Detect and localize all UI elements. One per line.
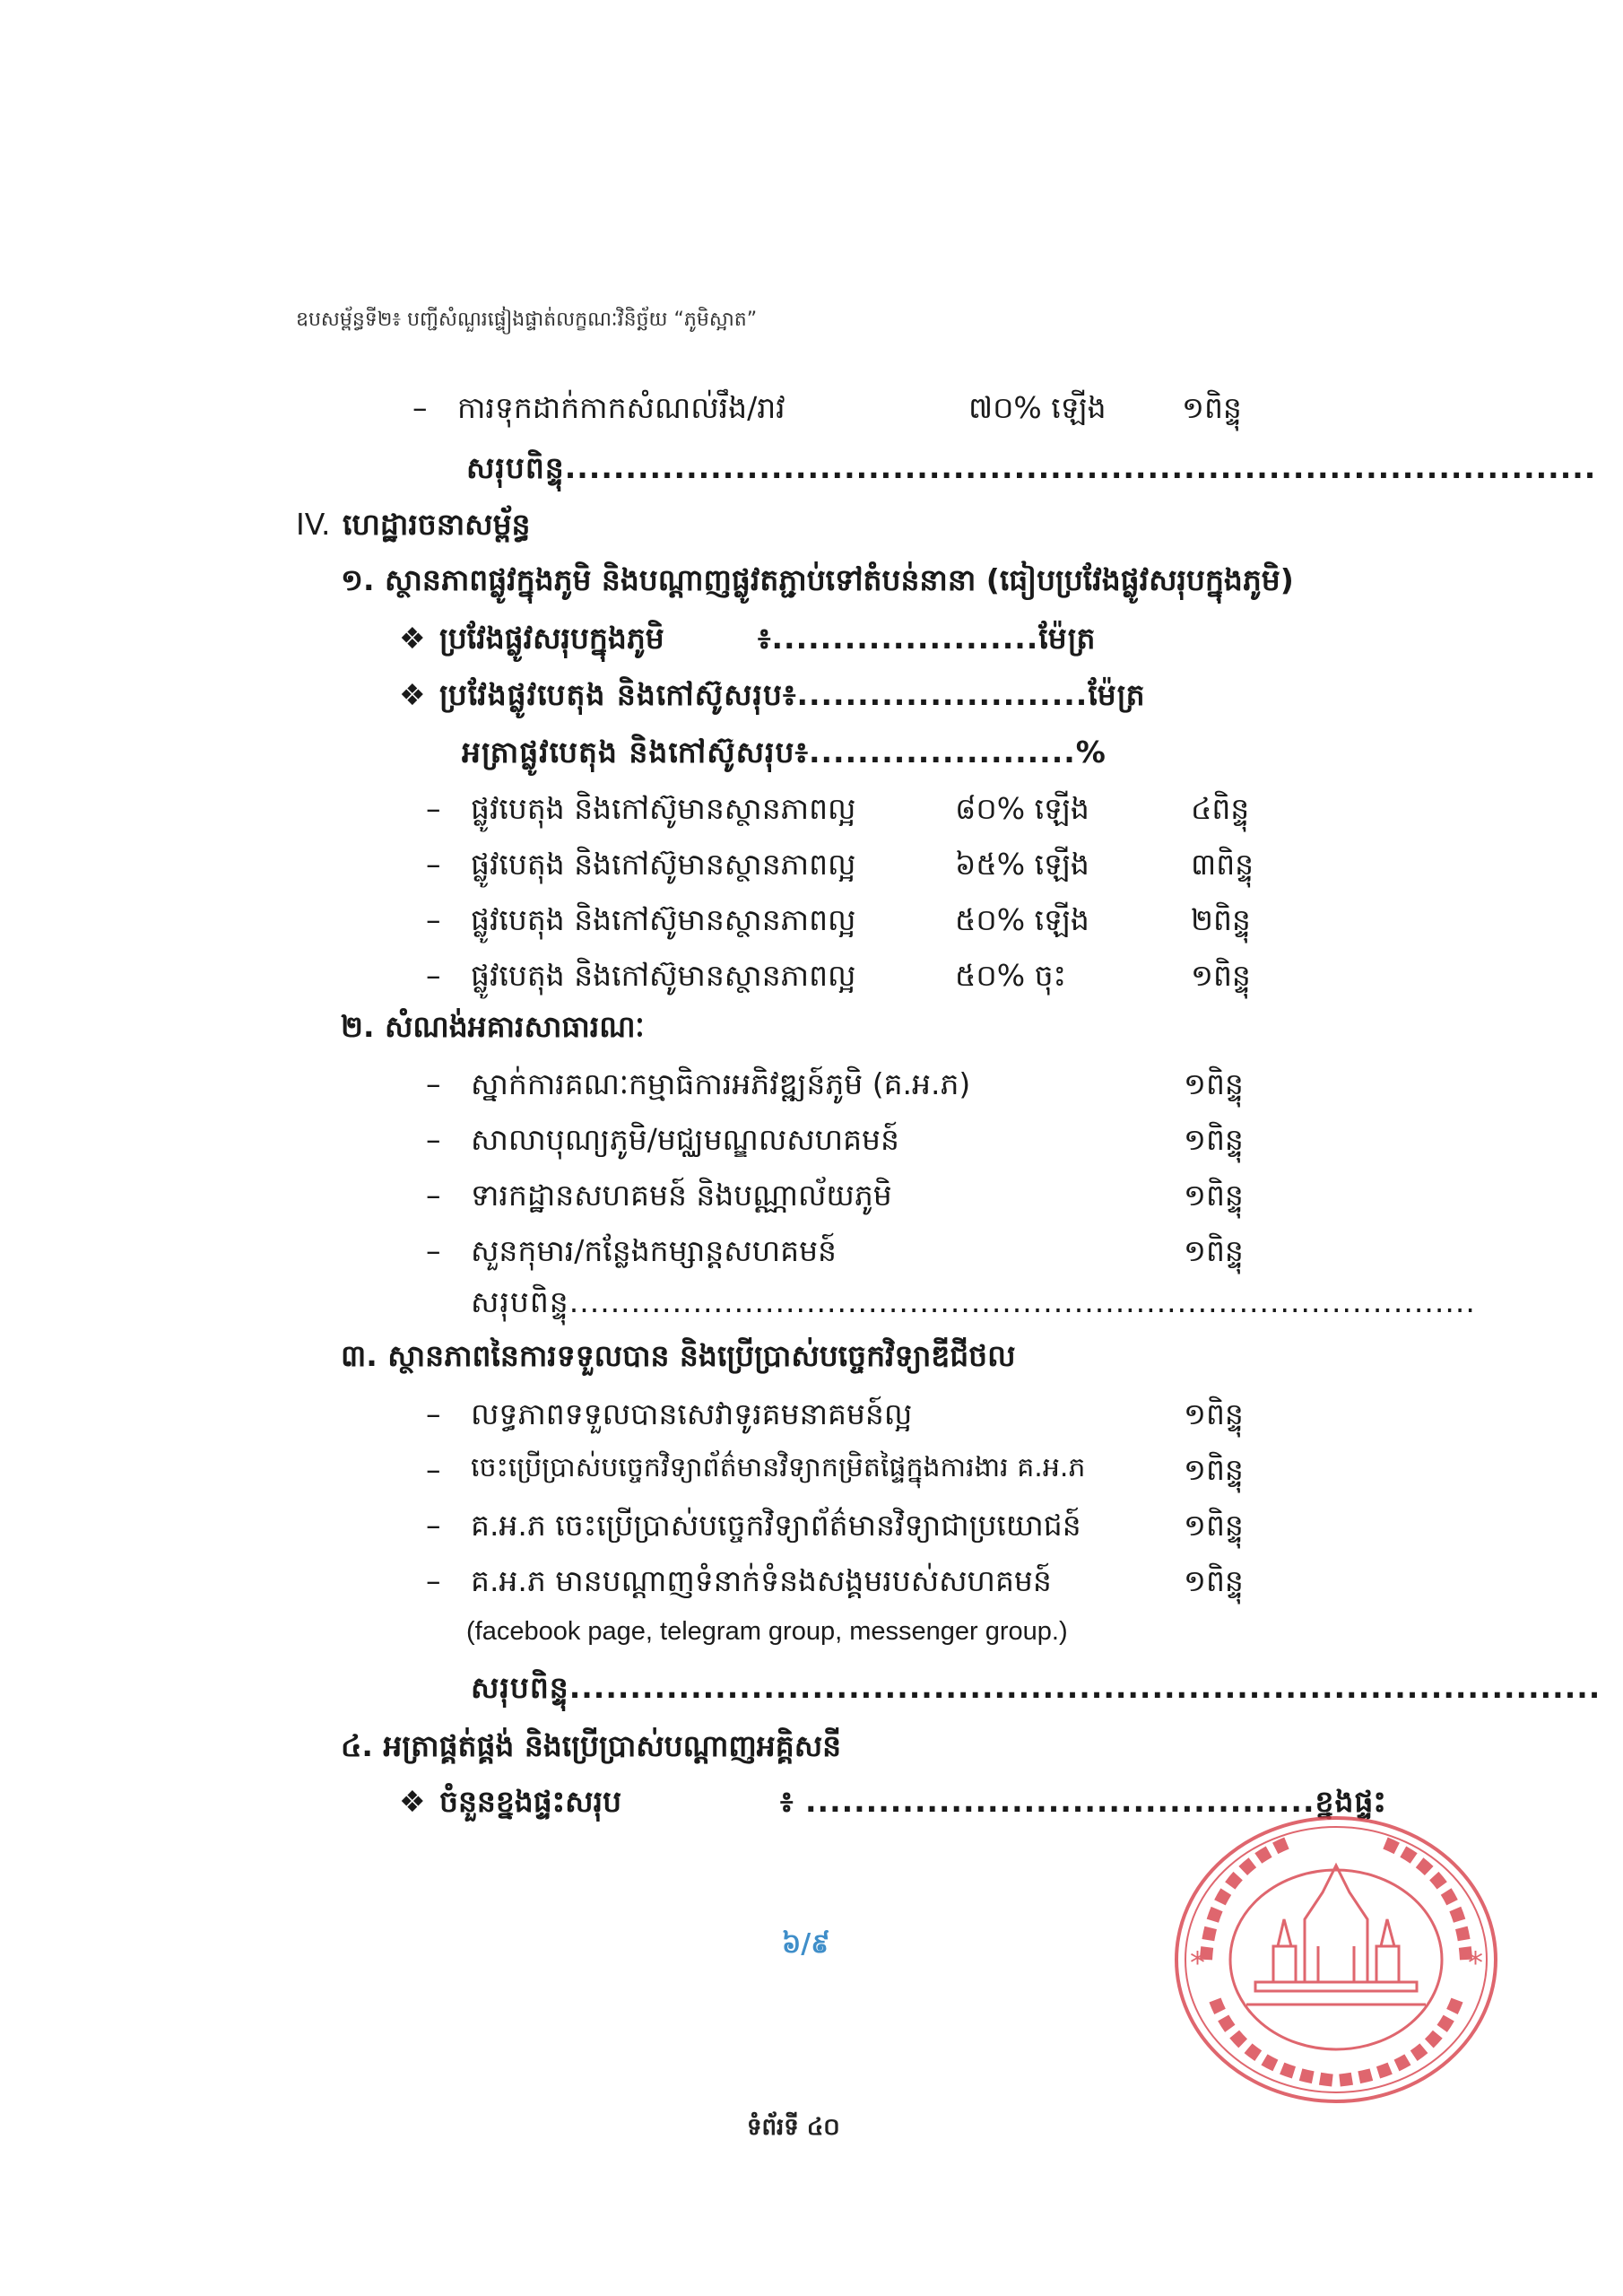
house-count-fill: ៖ ..........................................ខ្នងផ្ទះ <box>780 1784 1387 1819</box>
subtotal-line: សរុបពិន្ទុ........................................................................................ <box>471 1284 1476 1319</box>
list-item-points: ១ពិន្ទុ <box>1184 1178 1244 1213</box>
list-item-points: ២ពិន្ទុ <box>1191 902 1251 937</box>
list-item-label: គ.អ.ភ ចេះប្រើប្រាស់បច្ចេកវិទ្យាព័ត៌មានវិទ្យាជាប្រយោជន៍ <box>471 1508 1081 1543</box>
subsection-title-digital: ៣. ស្ថានភាពនៃការទទួលបាន និងប្រើប្រាស់បច្ចេកវិទ្យាឌីជីថល <box>341 1338 1016 1373</box>
list-item-label: លទ្ធភាពទទួលបានសេវាទូរគមនាគមន៍ល្អ <box>471 1396 913 1431</box>
list-item-points: ១ពិន្ទុ <box>1184 1122 1244 1157</box>
list-item-points: ៣ពិន្ទុ <box>1191 847 1254 882</box>
subsection-title-electricity: ៤. អត្រាផ្គត់ផ្គង់ និងប្រើប្រាស់បណ្តាញអគ្គិសនី <box>341 1728 842 1763</box>
list-item-label: ស្នាក់ការគណៈកម្មាធិការអភិវឌ្ឍន៍ភូមិ (គ.អ.ភ) <box>471 1066 971 1101</box>
seal-top-lettering <box>1206 1843 1466 1960</box>
list-item-points: ១ពិន្ទុ <box>1184 1396 1244 1431</box>
list-item-label: សាលាបុណ្យភូមិ/មជ្ឈមណ្ឌលសហគមន៍ <box>471 1122 899 1157</box>
list-item-percent: ៨០% ឡើង <box>955 791 1089 826</box>
road-length-fill: ៖......................ម៉ែត្រ <box>758 621 1097 656</box>
road-length-label: ប្រវែងផ្លូវសរុបក្នុងភូមិ <box>439 621 664 656</box>
list-dash: – <box>426 958 441 993</box>
list-dash: – <box>426 1233 441 1268</box>
page-number: ៦/៩ <box>782 1928 830 1960</box>
list-item-label: ចេះប្រើប្រាស់បច្ចេកវិទ្យាព័ត៌មានវិទ្យាកម្រិតផ្ទៃក្នុងការងារ គ.អ.ភ <box>471 1452 1086 1483</box>
section-roman-numeral: IV. <box>296 507 331 542</box>
list-item-label: ទារកដ្ឋានសហគមន៍ និងបណ្ណាល័យភូមិ <box>471 1178 892 1213</box>
list-item-percent: ៥០% ឡើង <box>955 902 1089 937</box>
subsection-title-roads: ១. ស្ថានភាពផ្លូវក្នុងភូមិ និងបណ្តាញផ្លូវតភ្ជាប់ទៅតំបន់នានា (ធៀបប្រវែងផ្លូវសរុបក្នុងភូមិ) <box>341 562 1294 597</box>
list-dash: – <box>426 1122 441 1157</box>
list-item-points: ១ពិន្ទុ <box>1182 390 1242 425</box>
list-dash: – <box>426 1508 441 1543</box>
paved-road-length: ប្រវែងផ្លូវបេតុង និងកៅស៊ូសរុប៖........................ម៉ែត្រ <box>439 677 1146 712</box>
seal-star-icon: * <box>1190 1945 1205 1981</box>
list-item-points: ៤ពិន្ទុ <box>1191 791 1250 826</box>
list-dash: – <box>426 902 441 937</box>
document-header: ឧបសម្ព័ន្ធទី២៖ បញ្ជីសំណួរផ្ទៀងផ្ទាត់លក្ខណៈវិនិច្ឆ័យ “ភូមិស្អាត” <box>296 309 758 331</box>
list-item-label: គ.អ.ភ មានបណ្តាញទំនាក់ទំនងសង្គមរបស់សហគមន៍ <box>471 1563 1052 1598</box>
list-item-points: ១ពិន្ទុ <box>1184 1563 1244 1598</box>
list-dash: – <box>426 791 441 826</box>
seal-outer-ring <box>1176 1818 1496 2101</box>
list-dash: – <box>426 1452 441 1487</box>
list-dash: – <box>426 1066 441 1101</box>
subsection-title-buildings: ២. សំណង់អគារសាធារណៈ <box>341 1009 645 1044</box>
list-dash: – <box>426 1563 441 1598</box>
list-item-percent: ៦៥% ឡើង <box>955 847 1089 882</box>
list-item-label: ផ្លូវបេតុង និងកៅស៊ូមានស្ថានភាពល្អ <box>471 902 856 937</box>
section-title: ហេដ្ឋារចនាសម្ព័ន្ធ <box>343 507 531 542</box>
list-dash: – <box>426 1178 441 1213</box>
social-media-note: (facebook page, telegram group, messenger group.) <box>466 1617 1068 1646</box>
diamond-bullet-icon: ❖ <box>399 621 426 656</box>
official-seal-stamp <box>1170 1812 1502 2108</box>
list-item-points: ១ពិន្ទុ <box>1191 958 1251 993</box>
list-item-label: សួនកុមារ/កន្លែងកម្សាន្តសហគមន៍ <box>471 1233 837 1268</box>
list-item-label: ផ្លូវបេតុង និងកៅស៊ូមានស្ថានភាពល្អ <box>471 791 856 826</box>
list-item-label: ការទុកដាក់កាកសំណល់រឹង/រាវ <box>457 390 785 425</box>
seal-star-icon: * <box>1468 1945 1483 1981</box>
footer-page-label: ទំព័រទី ៤០ <box>747 2114 840 2141</box>
list-dash: – <box>426 1396 441 1431</box>
house-count-label: ចំនួនខ្នងផ្ទះសរុប <box>439 1784 622 1819</box>
list-item-percent: ៧០% ឡើង <box>968 390 1107 425</box>
list-item-label: ផ្លូវបេតុង និងកៅស៊ូមានស្ថានភាពល្អ <box>471 847 856 882</box>
list-item-label: ផ្លូវបេតុង និងកៅស៊ូមានស្ថានភាពល្អ <box>471 958 856 993</box>
list-item-points: ១ពិន្ទុ <box>1184 1508 1244 1543</box>
list-item-points: ១ពិន្ទុ <box>1184 1233 1244 1268</box>
list-dash: – <box>426 847 441 882</box>
list-item-percent: ៥០% ចុះ <box>955 958 1067 993</box>
paved-road-ratio: អត្រាផ្លូវបេតុង និងកៅស៊ូសរុប៖......................% <box>462 735 1107 770</box>
diamond-bullet-icon: ❖ <box>399 1784 426 1819</box>
subtotal-line: សរុបពិន្ទុ..................................................................................... <box>471 1670 1601 1705</box>
list-item-points: ១ពិន្ទុ <box>1184 1066 1244 1101</box>
diamond-bullet-icon: ❖ <box>399 677 426 712</box>
list-dash: – <box>412 390 428 425</box>
subtotal-line: សរុបពិន្ទុ..................................................................................... <box>466 450 1597 485</box>
list-item-points: ១ពិន្ទុ <box>1184 1452 1244 1487</box>
seal-center-ring <box>1230 1870 1442 2049</box>
